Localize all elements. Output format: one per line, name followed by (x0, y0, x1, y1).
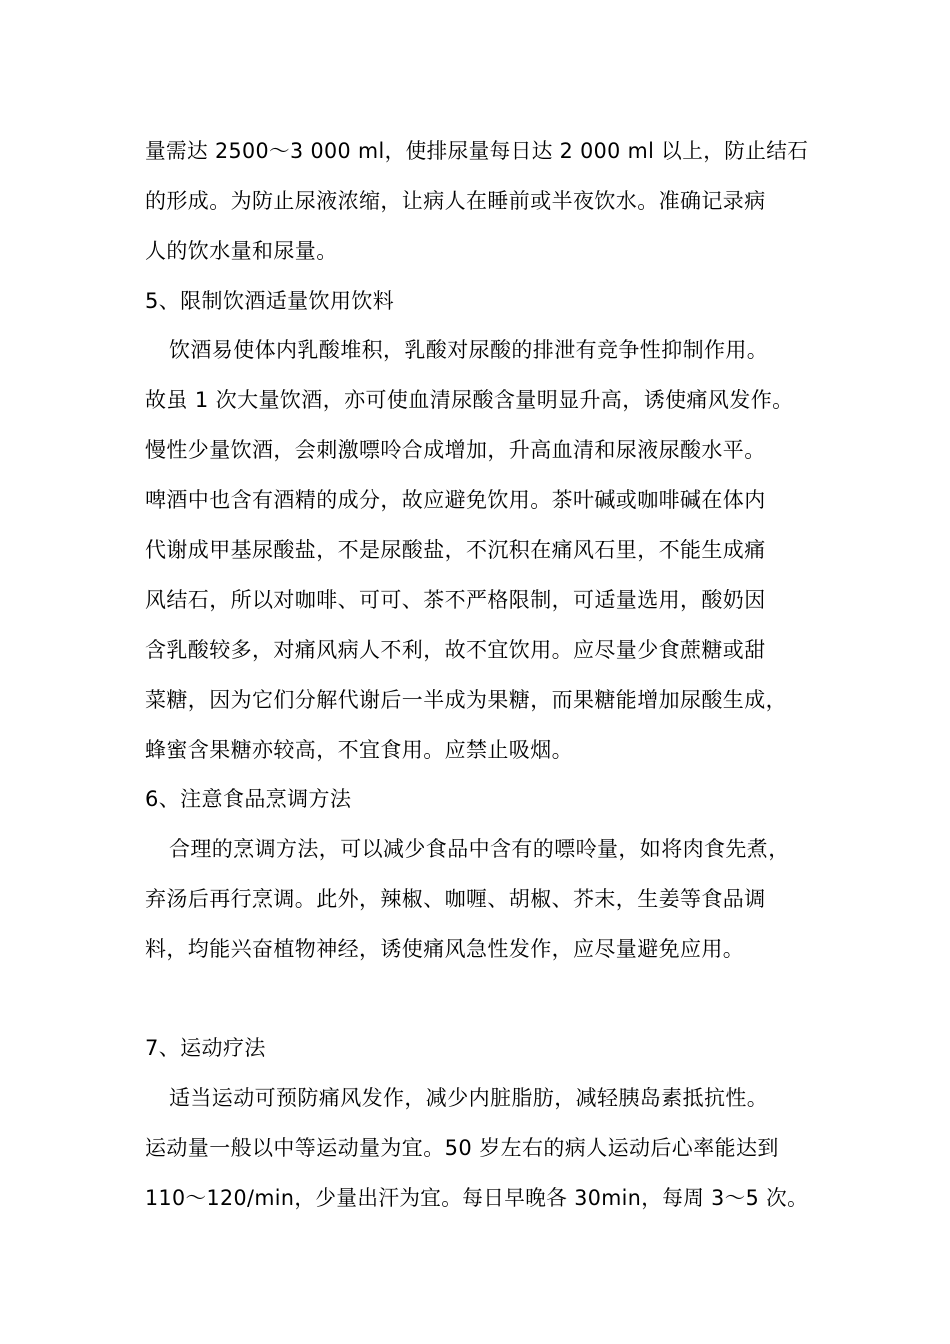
paragraph-line: 饮酒易使体内乳酸堆积，乳酸对尿酸的排泄有竞争性抑制作用。 (169, 338, 769, 362)
paragraph-line: 代谢成甲基尿酸盐，不是尿酸盐，不沉积在痛风石里，不能生成痛 (145, 538, 766, 562)
section-heading: 6、注意食品烹调方法 (145, 787, 352, 811)
paragraph-line: 量需达 2500～3 000 ml，使排尿量每日达 2 000 ml 以上，防止结石 (145, 139, 809, 163)
paragraph-line: 弃汤后再行烹调。此外，辣椒、咖喱、胡椒、芥末，生姜等食品调 (145, 887, 766, 911)
paragraph-line: 适当运动可预防痛风发作，减少内脏脂肪，减轻胰岛素抵抗性。 (169, 1086, 769, 1110)
paragraph-line: 人的饮水量和尿量。 (145, 239, 338, 263)
paragraph-line: 啤酒中也含有酒精的成分，故应避免饮用。茶叶碱或咖啡碱在体内 (145, 488, 766, 512)
paragraph-line: 运动量一般以中等运动量为宜。50 岁左右的病人运动后心率能达到 (145, 1136, 779, 1160)
paragraph-line: 的形成。为防止尿液浓缩，让病人在睡前或半夜饮水。准确记录病 (145, 189, 766, 213)
paragraph-line: 110～120/min，少量出汗为宜。每日早晚各 30min，每周 3～5 次。 (145, 1186, 809, 1210)
paragraph-line: 菜糖，因为它们分解代谢后一半成为果糖，而果糖能增加尿酸生成， (145, 688, 787, 712)
paragraph-line: 蜂蜜含果糖亦较高，不宜食用。应禁止吸烟。 (145, 738, 573, 762)
section-heading: 5、限制饮酒适量饮用饮料 (145, 289, 395, 313)
section-heading: 7、运动疗法 (145, 1036, 266, 1060)
paragraph-line: 含乳酸较多，对痛风病人不利，故不宜饮用。应尽量少食蔗糖或甜 (145, 638, 766, 662)
paragraph-line: 合理的烹调方法，可以减少食品中含有的嘌呤量，如将肉食先煮， (169, 837, 790, 861)
paragraph-line: 料，均能兴奋植物神经，诱使痛风急性发作，应尽量避免应用。 (145, 937, 745, 961)
paragraph-line: 故虽 1 次大量饮酒，亦可使血清尿酸含量明显升高，诱使痛风发作。 (145, 388, 794, 412)
paragraph-line: 风结石，所以对咖啡、可可、茶不严格限制，可适量选用，酸奶因 (145, 588, 766, 612)
paragraph-line: 慢性少量饮酒，会刺激嘌呤合成增加，升高血清和尿液尿酸水平。 (145, 438, 766, 462)
